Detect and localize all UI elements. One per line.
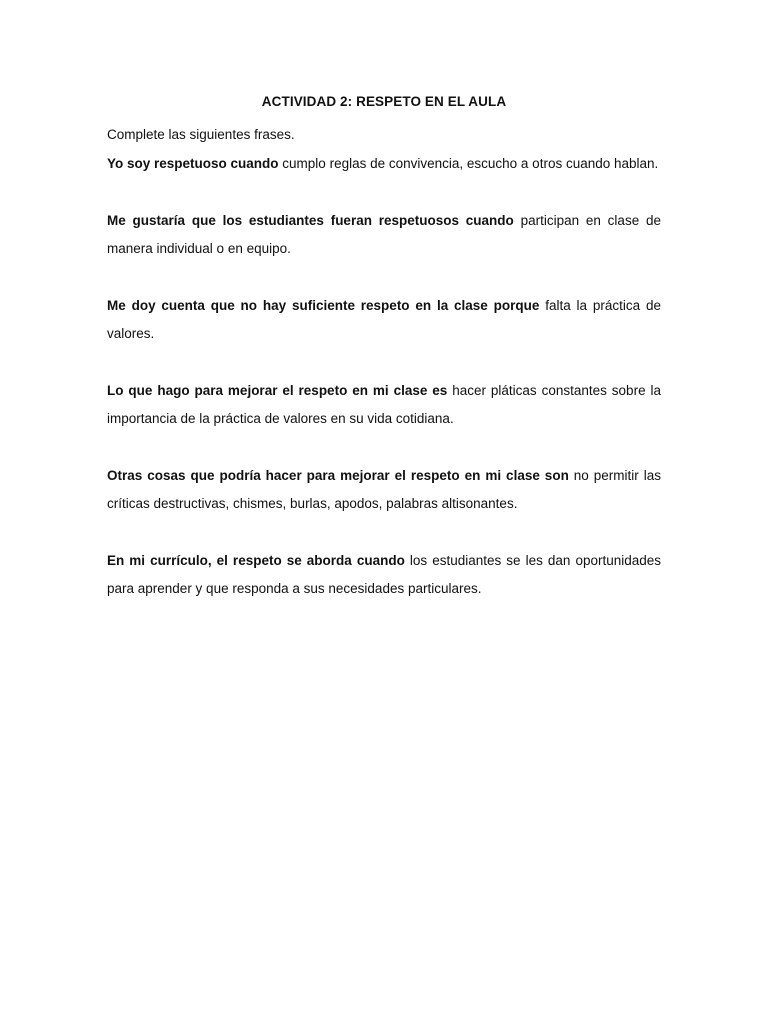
sentence-prompt-6: En mi currículo, el respeto se aborda cuando — [107, 553, 405, 568]
instructions-text: Complete las siguientes frases. — [107, 127, 295, 142]
sentence-answer-6: los estudiantes se les dan oportunidades para aprender y que responda a sus necesidades particulares. — [107, 553, 662, 596]
sentence-item-2 — [107, 207, 661, 263]
sentence-prompt-5: Otras cosas que podría hacer para mejorar el respeto en mi clase son — [107, 468, 569, 483]
sentence-answer-1: cumplo reglas de convivencia, escucho a otros cuando hablan. — [278, 156, 659, 171]
sentence-answer-5: no permitir las críticas destructivas, chismes, burlas, apodos, palabras altisonantes. — [107, 468, 661, 511]
document-title: ACTIVIDAD 2: RESPETO EN EL AULA — [261, 94, 507, 109]
sentence-prompt-4: Lo que hago para mejorar el respeto en mi clase es — [107, 383, 448, 398]
sentence-item-4 — [107, 377, 661, 433]
sentence-item-3 — [107, 292, 661, 348]
sentence-item-6 — [107, 547, 661, 603]
sentence-answer-3: falta la práctica de valores. — [107, 298, 661, 341]
sentence-prompt-2: Me gustaría que los estudiantes fueran respetuosos cuando — [107, 213, 514, 228]
sentence-prompt-1: Yo soy respetuoso cuando — [107, 156, 279, 171]
sentence-answer-4: hacer pláticas constantes sobre la importancia de la práctica de valores en su vida cotidiana. — [107, 383, 661, 426]
sentence-prompt-3: Me doy cuenta que no hay suficiente respeto en la clase porque — [107, 298, 540, 313]
sentence-item-5 — [107, 462, 661, 518]
sentence-item-1 — [107, 150, 661, 178]
sentence-answer-2: participan en clase de manera individual o en equipo. — [107, 213, 661, 256]
